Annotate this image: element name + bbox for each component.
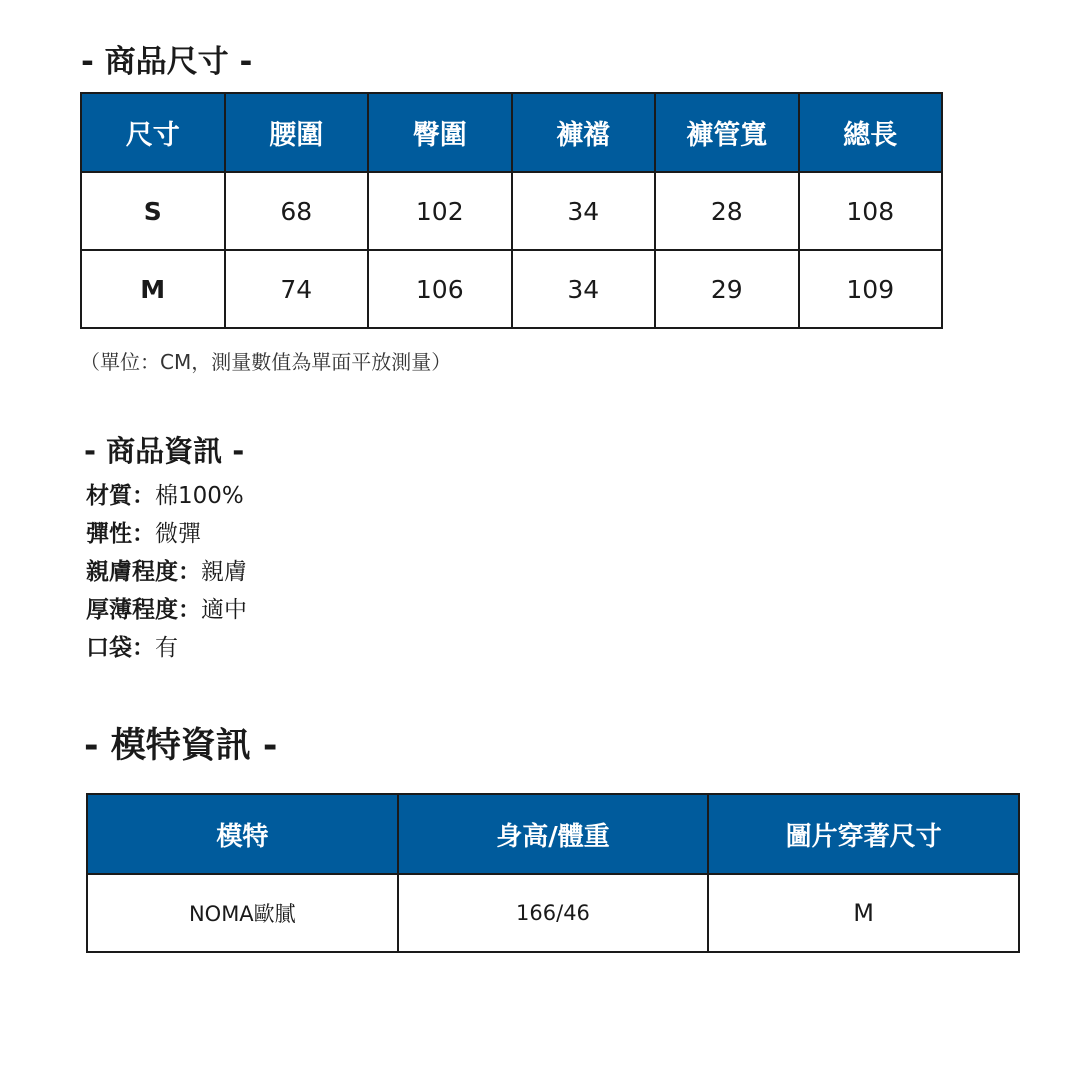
info-value-elasticity: 微彈 xyxy=(155,521,201,547)
size-header-length: 總長 xyxy=(799,93,943,172)
size-header-hip: 臀圍 xyxy=(368,93,512,172)
size-table-header-row xyxy=(81,93,942,172)
model-table xyxy=(86,793,1020,953)
size-cell-waist: 68 xyxy=(225,172,369,250)
size-cell-length: 108 xyxy=(799,172,943,250)
size-cell-leg-opening: 29 xyxy=(655,250,799,328)
info-label-thickness: 厚薄程度： xyxy=(86,597,201,623)
table-row xyxy=(81,250,942,328)
size-cell-waist: 74 xyxy=(225,250,369,328)
size-header-waist: 腰圍 xyxy=(225,93,369,172)
list-item xyxy=(86,633,247,671)
size-unit-note: （單位：CM，測量數值為單面平放測量） xyxy=(80,350,452,374)
model-section-title: - 模特資訊 - xyxy=(84,726,278,766)
info-value-skin-friendly: 親膚 xyxy=(201,559,247,585)
size-cell-rise: 34 xyxy=(512,172,656,250)
table-row xyxy=(87,874,1019,952)
info-value-pockets: 有 xyxy=(155,635,178,661)
info-section-title: - 商品資訊 - xyxy=(84,434,245,468)
info-label-pockets: 口袋： xyxy=(86,635,155,661)
size-cell-length: 109 xyxy=(799,250,943,328)
model-cell-height-weight: 166/46 xyxy=(398,874,709,952)
model-header-name: 模特 xyxy=(87,794,398,874)
size-cell-label: S xyxy=(81,172,225,250)
size-cell-hip: 102 xyxy=(368,172,512,250)
list-item xyxy=(86,557,247,595)
size-header-leg-opening: 褲管寬 xyxy=(655,93,799,172)
model-cell-name: NOMA歐膩 xyxy=(87,874,398,952)
size-cell-hip: 106 xyxy=(368,250,512,328)
size-cell-label: M xyxy=(81,250,225,328)
info-value-material: 棉100% xyxy=(155,483,244,509)
table-row xyxy=(81,172,942,250)
size-table xyxy=(80,92,943,329)
model-cell-worn-size: M xyxy=(708,874,1019,952)
info-label-skin-friendly: 親膚程度： xyxy=(86,559,201,585)
size-section-title: - 商品尺寸 - xyxy=(81,44,253,80)
model-header-worn-size: 圖片穿著尺寸 xyxy=(708,794,1019,874)
info-label-elasticity: 彈性： xyxy=(86,521,155,547)
size-header-size: 尺寸 xyxy=(81,93,225,172)
model-header-height-weight: 身高/體重 xyxy=(398,794,709,874)
size-cell-leg-opening: 28 xyxy=(655,172,799,250)
size-cell-rise: 34 xyxy=(512,250,656,328)
size-header-rise: 褲襠 xyxy=(512,93,656,172)
info-label-material: 材質： xyxy=(86,483,155,509)
product-info-list xyxy=(86,481,247,671)
list-item xyxy=(86,519,247,557)
model-table-header-row xyxy=(87,794,1019,874)
list-item xyxy=(86,481,247,519)
info-value-thickness: 適中 xyxy=(201,597,247,623)
list-item xyxy=(86,595,247,633)
